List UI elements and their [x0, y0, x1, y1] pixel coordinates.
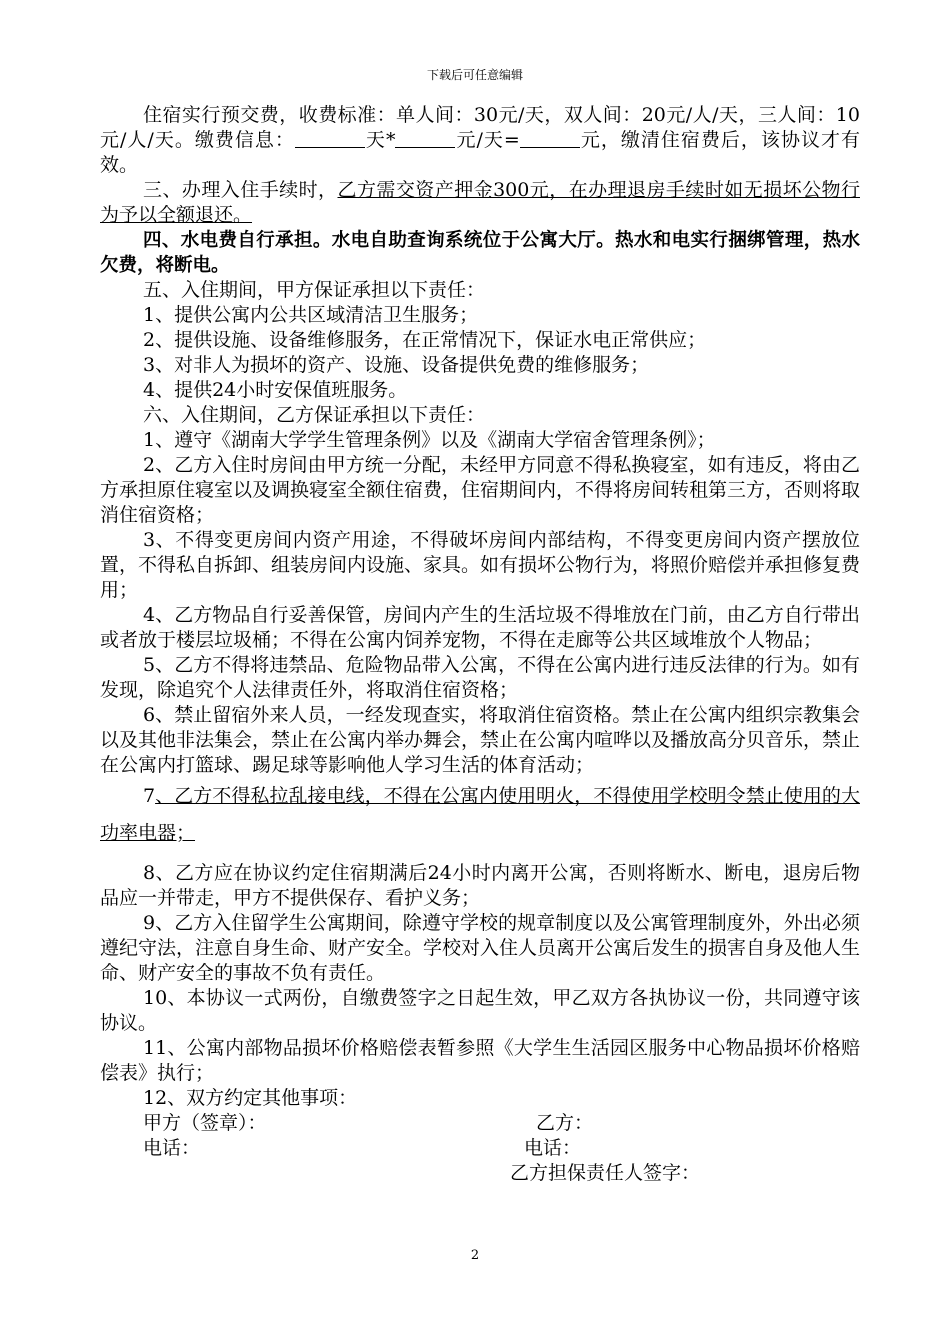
- clause-6-item: 6、禁止留宿外来人员，一经发现查实，将取消住宿资格。禁止在公寓内组织宗教集会以及其他非法集会，禁止在公寓内举办舞会，禁止在公寓内喧哗以及播放高分贝音乐，禁止在公寓内打篮球、踢足球等影响他人学习生活的体育活动；: [100, 704, 861, 776]
- clause-6-item: 10、本协议一式两份，自缴费签字之日起生效，甲乙双方各执协议一份，共同遵守该协议。: [100, 987, 860, 1034]
- item-7-text: 、乙方不得私拉乱接电线，不得在公寓内使用明火，不得使用学校明令禁止使用的大功率电器；: [100, 785, 860, 844]
- clause-6-item: 4、乙方物品自行妥善保管，房间内产生的生活垃圾不得堆放在门前，由乙方自行带出或者放于楼层垃圾桶；不得在公寓内饲养宠物，不得在走廊等公共区域堆放个人物品；: [100, 604, 860, 651]
- item-7-number: 7: [143, 785, 156, 807]
- fee-text: 住宿实行预交费，收费标准：单人间：30元/天，双人间：20元/人/天，三人间：10元/人/天。缴费信息：: [100, 104, 860, 151]
- clause-6-item: 8、乙方应在协议约定住宿期满后24小时内离开公寓，否则将断水、断电，退房后物品应一并带走，甲方不提供保存、看护义务；: [100, 862, 860, 909]
- clause-3-deposit: 乙方需交资产押金300元，在办理退房手续时如无损坏公物行为予以全额退还。: [100, 179, 860, 226]
- clause-6-item: 11、公寓内部物品损坏价格赔偿表暂参照《大学生生活园区服务中心物品损坏价格赔偿表》执行；: [100, 1037, 860, 1084]
- clause-3-lead: 三、办理入住手续时，: [143, 179, 338, 201]
- clause-6-item: 9、乙方入住留学生公寓期间，除遵守学校的规章制度以及公寓管理制度外，外出必须遵纪守法，注意自身生命、财产安全。学校对入住人员离开公寓后发生的损害自身及他人生命、财产安全的事故不负有责任。: [100, 912, 861, 984]
- document-body: [100, 103, 860, 1186]
- days-unit: 天*: [364, 129, 396, 151]
- clause-6-item-7: [100, 778, 860, 852]
- clause-6-item: 1、遵守《湖南大学学生管理条例》以及《湖南大学宿舍管理条例》；: [143, 429, 716, 451]
- clause-5-title: 五、入住期间，甲方保证承担以下责任：: [143, 279, 486, 301]
- clause-3: [100, 178, 860, 228]
- total-blank: [520, 129, 580, 148]
- total-unit: 元，缴清住宿费后，该协议才有效。: [100, 129, 860, 176]
- clause-6-title: 六、入住期间，乙方保证承担以下责任：: [143, 404, 486, 426]
- party-b-phone-label: 电话：: [524, 1137, 582, 1159]
- clause-4: 四、水电费自行承担。水电自助查询系统位于公寓大厅。热水和电实行捆绑管理，热水欠费，将断电。: [100, 230, 860, 276]
- clause-6-item: 2、乙方入住时房间由甲方统一分配，未经甲方同意不得私换寝室，如有违反，将由乙方承担原住寝室以及调换寝室全额住宿费，住宿期间内，不得将房间转租第三方，否则将取消住宿资格；: [100, 454, 861, 526]
- clause-5-item: 1、提供公寓内公共区域清洁卫生服务；: [143, 304, 479, 326]
- clause-6-item: 5、乙方不得将违禁品、危险物品带入公寓，不得在公寓内进行违反法律的行为。如有发现，除追究个人法律责任外，将取消住宿资格；: [100, 654, 860, 701]
- clause-5-item: 2、提供设施、设备维修服务，在正常情况下，保证水电正常供应；: [143, 329, 707, 351]
- page-header: 下载后可任意编辑: [426, 68, 523, 82]
- rate-blank: [395, 129, 455, 148]
- phone-row: [100, 1136, 860, 1161]
- page-number: 2: [470, 1248, 480, 1263]
- party-a-phone-label: 电话：: [143, 1137, 201, 1159]
- party-a-signature-label: 甲方（签章）：: [143, 1112, 267, 1134]
- clause-5-item: 3、对非人为损坏的资产、设施、设备提供免费的维修服务；: [143, 354, 650, 376]
- party-b-label: 乙方：: [536, 1112, 594, 1134]
- clause-6-item: 12、双方约定其他事项：: [143, 1087, 358, 1109]
- guarantor-row: [100, 1161, 860, 1186]
- spacer: [100, 852, 860, 861]
- clause-5-item: 4、提供24小时安保值班服务。: [143, 379, 408, 401]
- fee-paragraph: [100, 103, 860, 178]
- guarantor-signature-label: 乙方担保责任人签字：: [510, 1162, 701, 1184]
- rate-unit: 元/天=: [455, 129, 520, 151]
- clause-6-item: 3、不得变更房间内资产用途，不得破坏房间内部结构，不得变更房间内资产摆放位置，不得私自拆卸、组装房间内设施、家具。如有损坏公物行为，将照价赔偿并承担修复费用；: [100, 529, 861, 601]
- days-blank: [295, 129, 365, 148]
- signature-row: [100, 1111, 860, 1136]
